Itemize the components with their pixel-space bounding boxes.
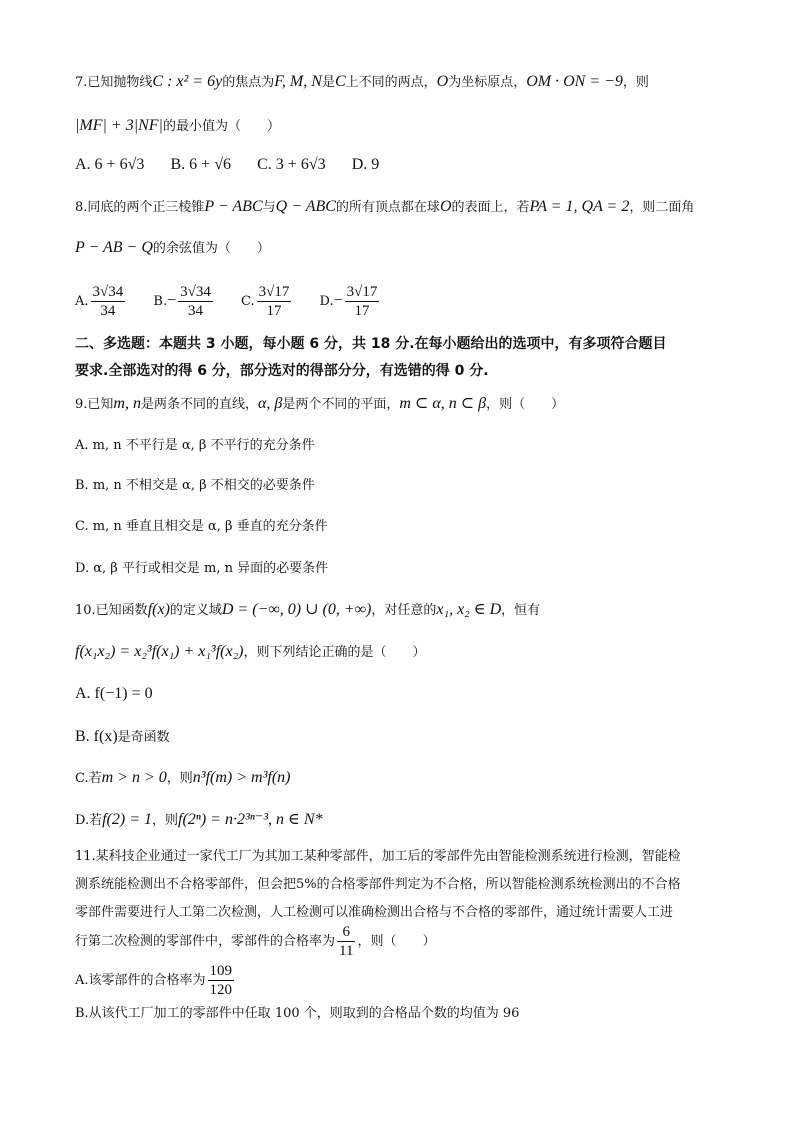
q9-option-b: B. m, n 不相交是 α, β 不相交的必要条件 [75, 478, 315, 493]
q9-option-d: D. α, β 平行或相交是 m, n 异面的必要条件 [75, 561, 329, 576]
q8-option-d: D.− $\frac{3√17}{17}$ [319, 284, 378, 319]
q10-stem-line1: 10.已知函数f(x)的定义域D = (−∞, 0) ∪ (0, +∞)，对任意的x₁, x₂ ∈ D，恒有 [75, 601, 541, 618]
q7-option-a: A. 6 + 6√3 [75, 156, 145, 173]
q8-options [75, 282, 403, 321]
q11-option-a: A.该零部件的合格率为 $\frac{109}{120}$ [75, 963, 233, 998]
q10-stem-line2: f(x₁x₂) = x₂³f(x₁) + x₁³f(x₂)，则下列结论正确的是（ ） [75, 643, 426, 660]
parabola-equation: C : x² = 6y [152, 73, 223, 90]
q8-option-c: C. $\frac{3√17}{17}$ [241, 284, 290, 319]
q11-stem-line3: 零部件需要进行人工第二次检测，人工检测可以准确检测出合格与不合格的零部件，通过统计需要人工进 [75, 905, 674, 920]
q8-stem-line2: P − AB − Q的余弦值为（ ） [75, 239, 270, 256]
q8-option-b: B.− $\frac{3√34}{34}$ [153, 284, 211, 319]
q8-option-a: A. $\frac{3√34}{34}$ [75, 284, 124, 319]
q7-options [75, 155, 401, 176]
functional-equation: f(x₁x₂) = x₂³f(x₁) + x₁³f(x₂) [75, 643, 244, 660]
q11-stem-line1: 11.某科技企业通过一家代工厂为其加工某种零部件，加工后的零部件先由智能检测系统进行检测，智能检 [75, 849, 681, 864]
q9-option-a: A. m, n 不平行是 α, β 不平行的充分条件 [75, 438, 315, 453]
distance-expression: |MF| + 3|NF| [75, 117, 163, 134]
q10-option-a: A. f(−1) = 0 [75, 685, 153, 702]
q7-option-c: C. 3 + 6√3 [257, 156, 326, 173]
q11-stem-line4: 行第二次检测的零部件中，零部件的合格率为 $\frac{6}{11}$ ，则（ ） [75, 924, 436, 959]
q7-option-d: D. 9 [351, 156, 380, 173]
fraction-6-11: $\frac{6}{11}$ [339, 924, 354, 959]
q10-option-d: D.若f(2) = 1，则f(2ⁿ) = n·2³ⁿ⁻³, n ∈ N* [75, 811, 323, 828]
q7-stem-line2: |MF| + 3|NF|的最小值为（ ） [75, 117, 280, 134]
q7-stem-line1: 7.已知抛物线C : x² = 6y的焦点为F, M, N是C上不同的两点，O为坐标原点，OM · ON = −9，则 [75, 73, 649, 90]
section-heading-line2: 要求.全部选对的得 6 分，部分选对的得部分分，有选错的得 0 分. [75, 363, 489, 379]
q7-option-b: B. 6 + √6 [170, 156, 231, 173]
q10-option-b: B. f(x)是奇函数 [75, 728, 170, 745]
q9-option-c: C. m, n 垂直且相交是 α, β 垂直的充分条件 [75, 519, 328, 534]
q9-stem: 9.已知m, n是两条不同的直线，α, β是两个不同的平面，m ⊂ α, n ⊂ β，则（ ） [75, 395, 565, 412]
q10-option-c: C.若m > n > 0，则n³f(m) > m³f(n) [75, 769, 291, 786]
q11-option-b: B.从该代工厂加工的零部件中任取 100 个，则取到的合格品个数的均值为 96 [75, 1006, 520, 1021]
dot-product: OM · ON = −9 [526, 73, 623, 90]
fraction-109-120: $\frac{109}{120}$ [209, 963, 233, 998]
q11-stem-line2: 测系统能检测出不合格零部件，但会把5%的合格零部件判定为不合格，所以智能检测系统检测出的不合格 [75, 877, 681, 892]
q8-stem-line1: 8.同底的两个正三棱锥P − ABC与Q − ABC的所有顶点都在球O的表面上，若PA = 1, QA = 2，则二面角 [75, 198, 695, 215]
section-heading-line1: 二、多选题：本题共 3 小题，每小题 6 分，共 18 分.在每小题给出的选项中，有多项符合题目 [75, 336, 667, 352]
